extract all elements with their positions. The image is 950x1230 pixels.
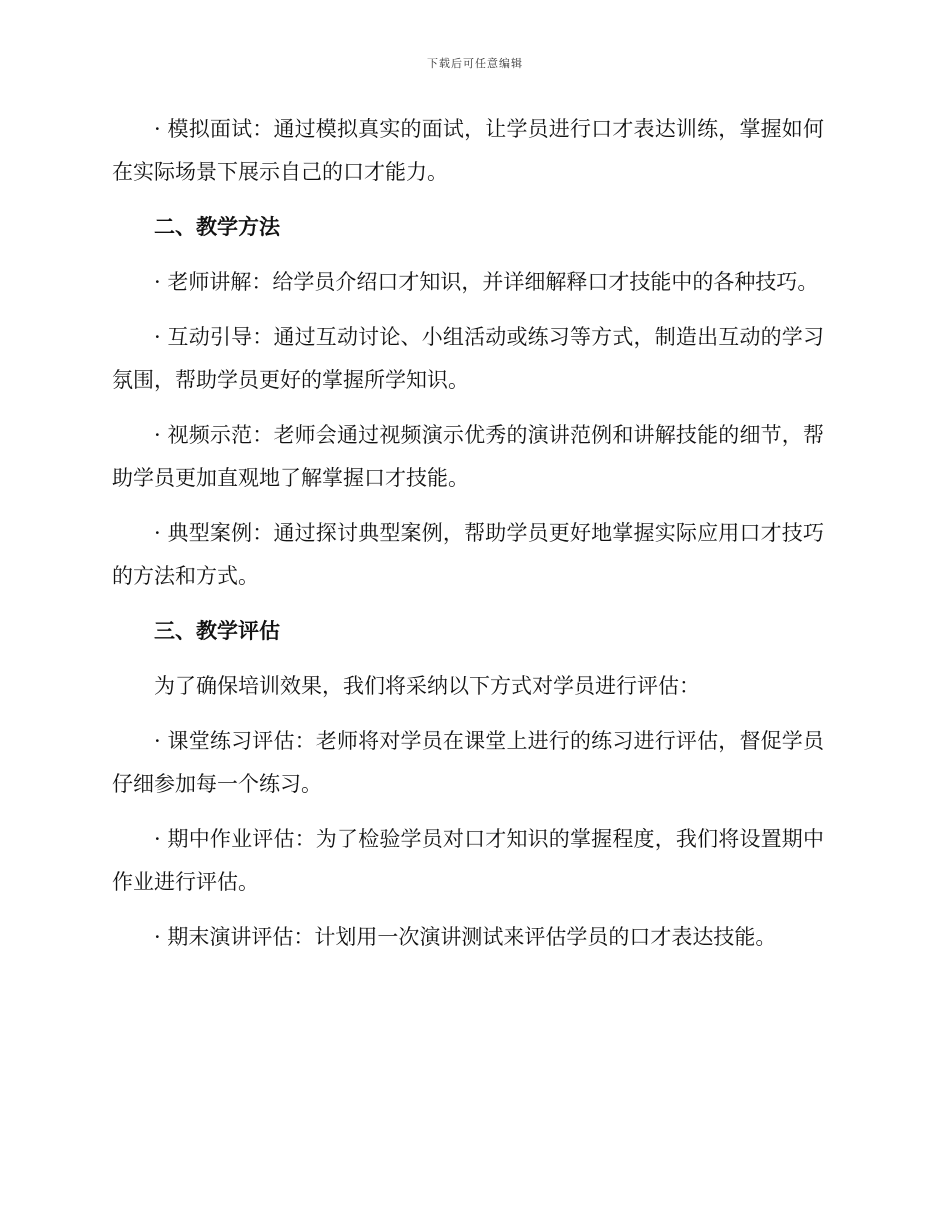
paragraph-case-study: · 典型案例：通过探讨典型案例，帮助学员更好地掌握实际应用口才技巧的方法和方式。 [112, 521, 824, 588]
paragraph-interactive-guidance: · 互动引导：通过互动讨论、小组活动或练习等方式，制造出互动的学习氛围，帮助学员更好的掌握所学知识。 [112, 325, 824, 392]
paragraph-evaluation-intro: 为了确保培训效果，我们将采纳以下方式对学员进行评估： [154, 674, 700, 698]
page-header-note: 下载后可任意编辑 [427, 57, 523, 70]
section-heading-teaching-evaluation: 三、教学评估 [154, 619, 280, 643]
section-heading-teaching-methods: 二、教学方法 [154, 215, 280, 239]
paragraph-final-speech-eval: · 期末演讲评估：计划用一次演讲测试来评估学员的口才表达技能。 [154, 925, 777, 949]
paragraph-video-demo: · 视频示范：老师会通过视频演示优秀的演讲范例和讲解技能的细节，帮助学员更加直观地了解掌握口才技能。 [112, 423, 824, 490]
paragraph-teacher-lecture: · 老师讲解：给学员介绍口才知识，并详细解释口才技能中的各种技巧。 [154, 270, 819, 294]
paragraph-midterm-eval: · 期中作业评估：为了检验学员对口才知识的掌握程度，我们将设置期中作业进行评估。 [112, 827, 824, 894]
document-body [112, 108, 824, 971]
paragraph-class-practice-eval: · 课堂练习评估：老师将对学员在课堂上进行的练习进行评估，督促学员仔细参加每一个练习。 [112, 729, 824, 796]
paragraph-mock-interview: · 模拟面试：通过模拟真实的面试，让学员进行口才表达训练，掌握如何在实际场景下展示自己的口才能力。 [112, 117, 824, 184]
